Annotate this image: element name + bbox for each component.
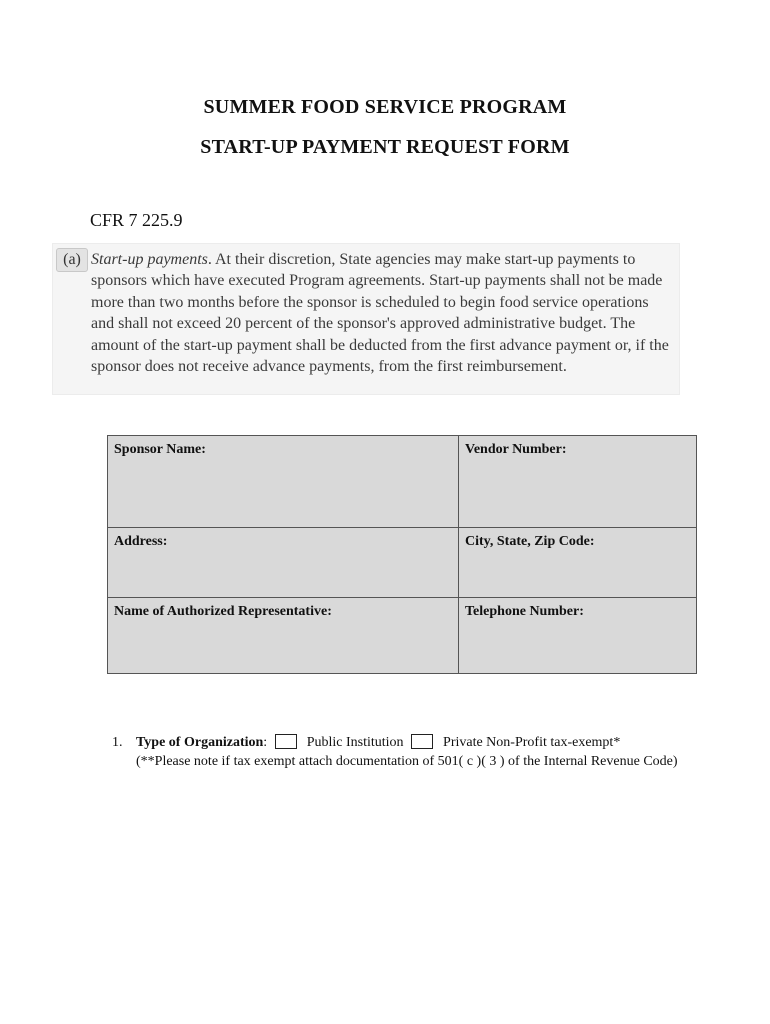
public-institution-label: Public Institution: [306, 735, 404, 750]
item-number: 1.: [112, 735, 123, 750]
paragraph-marker: (a): [56, 248, 88, 272]
organization-type-label: Type of Organization: [136, 735, 264, 750]
form-title-line-2: START-UP PAYMENT REQUEST FORM: [200, 136, 570, 158]
cfr-reference: CFR 7 225.9: [90, 210, 183, 230]
public-institution-checkbox[interactable]: [275, 734, 297, 749]
tax-exempt-note: (**Please note if tax exempt attach documentation of 501( c )( 3 ) of the Internal Revenue Code): [136, 754, 678, 769]
private-nonprofit-checkbox[interactable]: [411, 734, 433, 749]
regulation-lead: Start-up payments: [91, 251, 208, 268]
form-title-line-1: SUMMER FOOD SERVICE PROGRAM: [203, 96, 567, 118]
vendor-number-label: Vendor Number:: [465, 442, 567, 457]
label-colon: :: [263, 735, 268, 750]
regulation-text: . At their discretion, State agencies may make start-up payments to sponsors which have executed Program agreements. Start-up payments shall not be made more than two months before the sponsor is scheduled to begin food service operations and shall not exceed 20 percent of the sponsor's approved administrative budget. The amount of the start-up payment shall be deducted from the first advance payment or, if the sponsor does not receive advance payments, from the first reimbursement.: [91, 251, 669, 376]
sponsor-info-table: [107, 435, 697, 674]
city-state-zip-field[interactable]: [459, 528, 697, 598]
city-state-zip-label: City, State, Zip Code:: [465, 534, 595, 549]
sponsor-name-label: Sponsor Name:: [114, 442, 206, 457]
authorized-rep-field[interactable]: [108, 598, 459, 674]
sponsor-name-field[interactable]: [108, 436, 459, 528]
address-field[interactable]: [108, 528, 459, 598]
vendor-number-field[interactable]: [459, 436, 697, 528]
telephone-label: Telephone Number:: [465, 604, 584, 619]
private-nonprofit-label: Private Non-Profit tax-exempt*: [443, 735, 621, 750]
address-label: Address:: [114, 534, 168, 549]
telephone-field[interactable]: [459, 598, 697, 674]
organization-type-item: [112, 733, 692, 771]
regulation-excerpt: [52, 243, 680, 395]
authorized-rep-label: Name of Authorized Representative:: [114, 604, 332, 619]
